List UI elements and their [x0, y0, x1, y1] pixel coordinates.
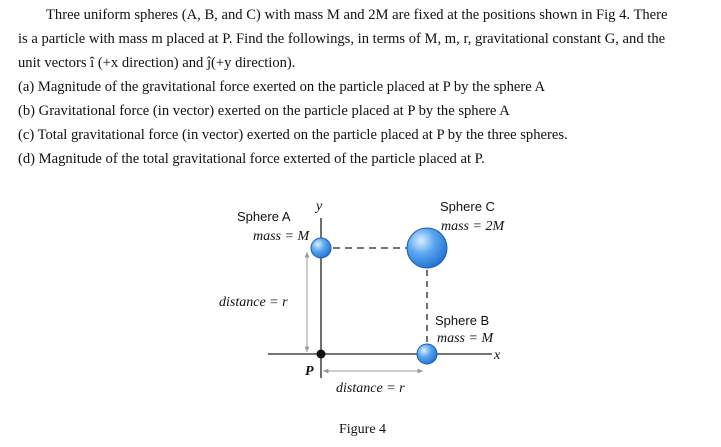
- sphere-c-mass: mass = 2M: [441, 219, 505, 234]
- vertical-distance-label: distance = r: [219, 295, 288, 310]
- question-a: (a) Magnitude of the gravitational force exerted on the particle placed at P by the sphere A: [18, 79, 546, 95]
- sphere-c: [407, 228, 447, 268]
- sphere-b-name: Sphere B: [435, 313, 490, 328]
- question-c: (c) Total gravitational force (in vector) exerted on the particle placed at P by the three spheres.: [18, 127, 568, 143]
- intro-line-3: unit vectors î (+x direction) and ĵ(+y direction).: [18, 55, 296, 71]
- sphere-a-name: Sphere A: [237, 209, 291, 224]
- sphere-a: [311, 238, 331, 258]
- sphere-c-name: Sphere C: [440, 199, 495, 214]
- horizontal-distance-label: distance = r: [336, 381, 405, 396]
- intro-line-2: is a particle with mass m placed at P. Find the followings, in terms of M, m, r, gravitational constant G, and the: [18, 31, 666, 47]
- question-d: (d) Magnitude of the total gravitational force exterted of the particle placed at P.: [18, 151, 485, 167]
- particle-p: [317, 350, 326, 359]
- sphere-b-mass: mass = M: [437, 331, 494, 346]
- figure-caption: Figure 4: [339, 422, 387, 437]
- point-p-label: P: [305, 364, 314, 379]
- intro-line-1: Three uniform spheres (A, B, and C) with mass M and 2M are fixed at the positions shown in Fig 4. There: [46, 7, 668, 23]
- sphere-a-mass: mass = M: [253, 229, 310, 244]
- y-axis-label: y: [316, 199, 323, 214]
- x-axis-label: x: [494, 348, 501, 363]
- question-b: (b) Gravitational force (in vector) exerted on the particle placed at P by the sphere A: [18, 103, 510, 119]
- sphere-b: [417, 344, 437, 364]
